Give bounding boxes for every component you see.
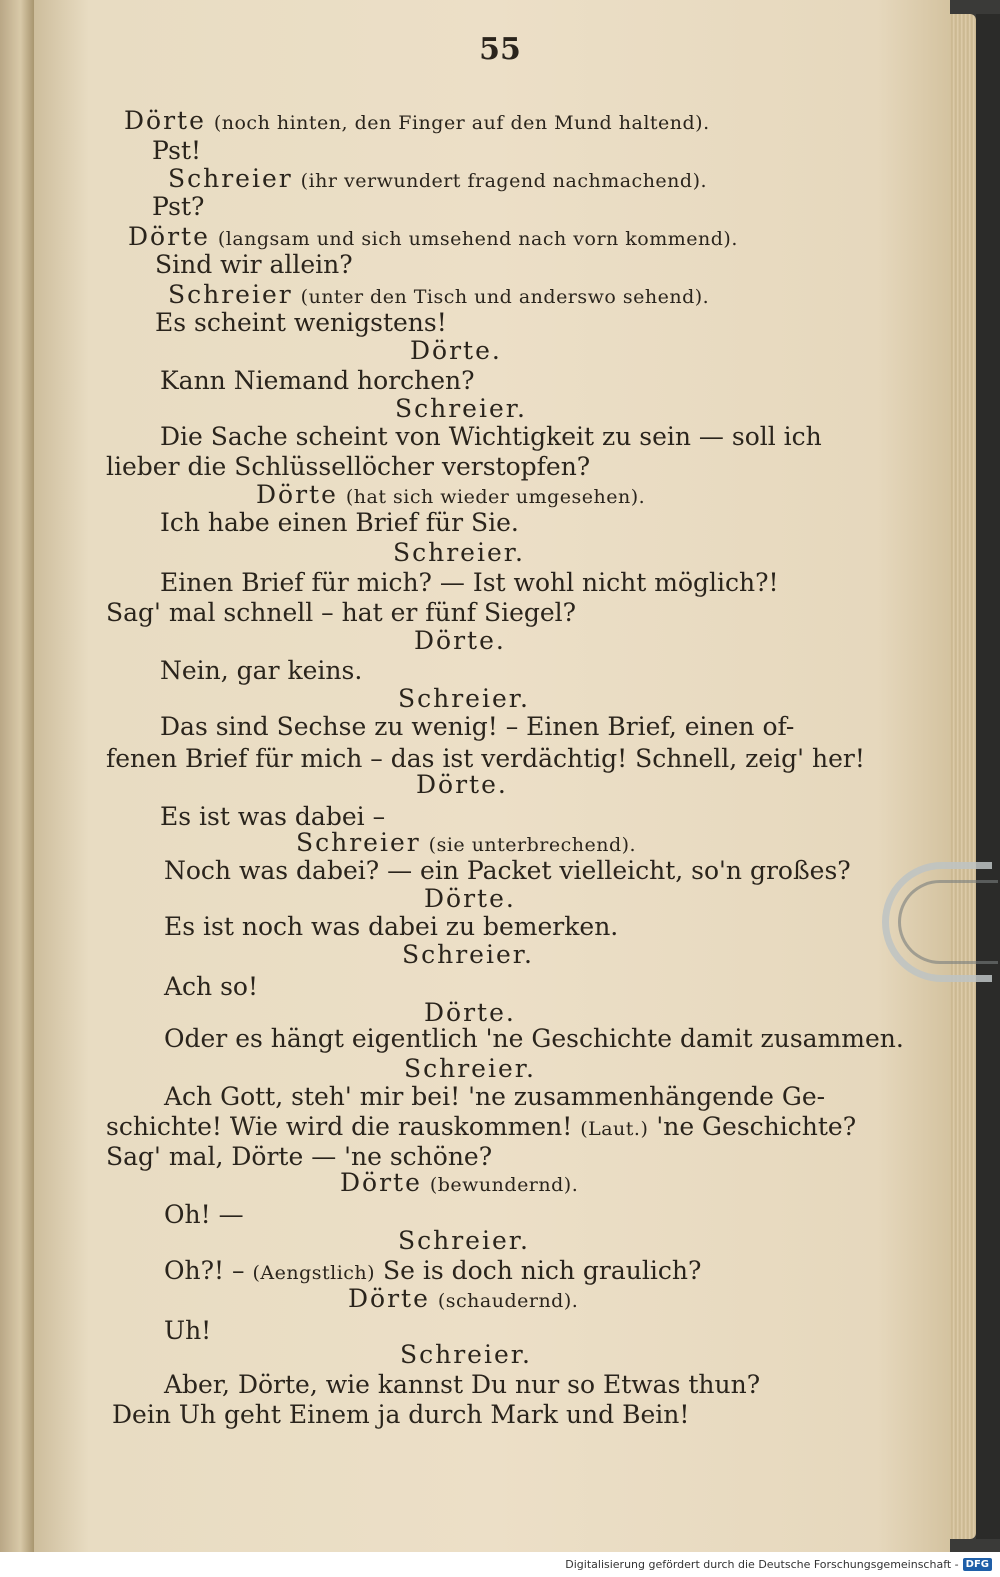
text-fragment: schichte! Wie wird die rauskommen! <box>106 1112 573 1141</box>
speaker-heading: Dörte. <box>410 336 502 365</box>
dfg-logo: DFG <box>963 1558 992 1571</box>
text-line <box>348 1284 578 1316</box>
text-line <box>124 106 710 138</box>
speaker-heading: Schreier. <box>395 394 527 423</box>
digitization-credit-bar <box>0 1552 1000 1577</box>
text-line: Sind wir allein? <box>155 250 353 279</box>
speaker-name: Schreier <box>296 828 421 857</box>
text-fragment: Se is doch nich graulich? <box>383 1256 702 1285</box>
speaker-heading: Schreier. <box>402 940 534 969</box>
speaker-name: Dörte <box>256 480 338 509</box>
speaker-heading: Dörte. <box>424 884 516 913</box>
text-line <box>340 1168 578 1200</box>
speaker-name: Dörte <box>348 1284 430 1313</box>
text-line: lieber die Schlüssellöcher verstopfen? <box>106 452 591 481</box>
speaker-name: Dörte <box>124 106 206 135</box>
stage-direction: (noch hinten, den Finger auf den Mund haltend). <box>213 112 710 134</box>
text-line: Es ist was dabei – <box>160 802 386 831</box>
text-line: Sag' mal schnell – hat er fünf Siegel? <box>106 598 577 627</box>
text-line: Oh! — <box>164 1200 244 1229</box>
stage-direction: (unter den Tisch und anderswo sehend). <box>300 286 710 308</box>
speaker-heading: Dörte. <box>416 770 508 799</box>
text-line: Uh! <box>164 1316 212 1345</box>
text-line: Dein Uh geht Einem ja durch Mark und Bein! <box>112 1400 690 1429</box>
text-line: Oder es hängt eigentlich 'ne Geschichte damit zusammen. <box>164 1024 904 1053</box>
speaker-name: Dörte <box>340 1168 422 1197</box>
text-line: Pst! <box>152 136 202 165</box>
text-line: Einen Brief für mich? — Ist wohl nicht möglich?! <box>160 568 779 597</box>
text-line: Kann Niemand horchen? <box>160 366 475 395</box>
text-line: Nein, gar keins. <box>160 656 363 685</box>
text-line: Aber, Dörte, wie kannst Du nur so Etwas thun? <box>164 1370 761 1399</box>
stage-direction: (bewundernd). <box>429 1174 579 1196</box>
text-line: Es ist noch was dabei zu bemerken. <box>164 912 619 941</box>
speaker-heading: Dörte. <box>414 626 506 655</box>
stage-direction: (Aengstlich) <box>252 1262 376 1284</box>
text-line: Ach so! <box>164 972 259 1001</box>
speaker-heading: Schreier. <box>398 1226 530 1255</box>
speaker-heading: Schreier. <box>400 1340 532 1369</box>
text-line: fenen Brief für mich – das ist verdächtig! Schnell, zeig' her! <box>106 744 865 773</box>
speaker-heading: Schreier. <box>398 684 530 713</box>
text-fragment: 'ne Geschichte? <box>656 1112 857 1141</box>
speaker-heading: Dörte. <box>424 998 516 1027</box>
text-line: Die Sache scheint von Wichtigkeit zu sein — soll ich <box>160 422 822 451</box>
speaker-name: Schreier <box>168 164 293 193</box>
stage-direction: (Laut.) <box>580 1118 649 1140</box>
credit-text: Digitalisierung gefördert durch die Deutsche Forschungsgemeinschaft - <box>565 1558 959 1571</box>
text-line: Ich habe einen Brief für Sie. <box>160 508 519 537</box>
text-line: Sag' mal, Dörte — 'ne schöne? <box>106 1142 493 1171</box>
text-line: Es scheint wenigstens! <box>155 308 447 337</box>
stage-direction: (schaudernd). <box>437 1290 579 1312</box>
speaker-name: Schreier <box>168 280 293 309</box>
stage-direction: (ihr verwundert fragend nachmachend). <box>300 170 708 192</box>
page-number: 55 <box>479 32 521 67</box>
text-line: Pst? <box>152 192 205 221</box>
text-line <box>168 164 707 196</box>
text-line <box>106 1112 856 1144</box>
speaker-heading: Schreier. <box>393 538 525 567</box>
text-fragment: Oh?! – <box>164 1256 245 1285</box>
stage-direction: (sie unterbrechend). <box>428 834 637 856</box>
text-line: Ach Gott, steh' mir bei! 'ne zusammenhängende Ge- <box>164 1082 826 1111</box>
stage-direction: (langsam und sich umsehend nach vorn kommend). <box>217 228 738 250</box>
text-line: Noch was dabei? — ein Packet vielleicht, so'n großes? <box>164 856 851 885</box>
speaker-name: Dörte <box>128 222 210 251</box>
text-line: Das sind Sechse zu wenig! – Einen Brief, einen of- <box>160 712 795 741</box>
stage-direction: (hat sich wieder umgesehen). <box>345 486 646 508</box>
speaker-heading: Schreier. <box>404 1054 536 1083</box>
